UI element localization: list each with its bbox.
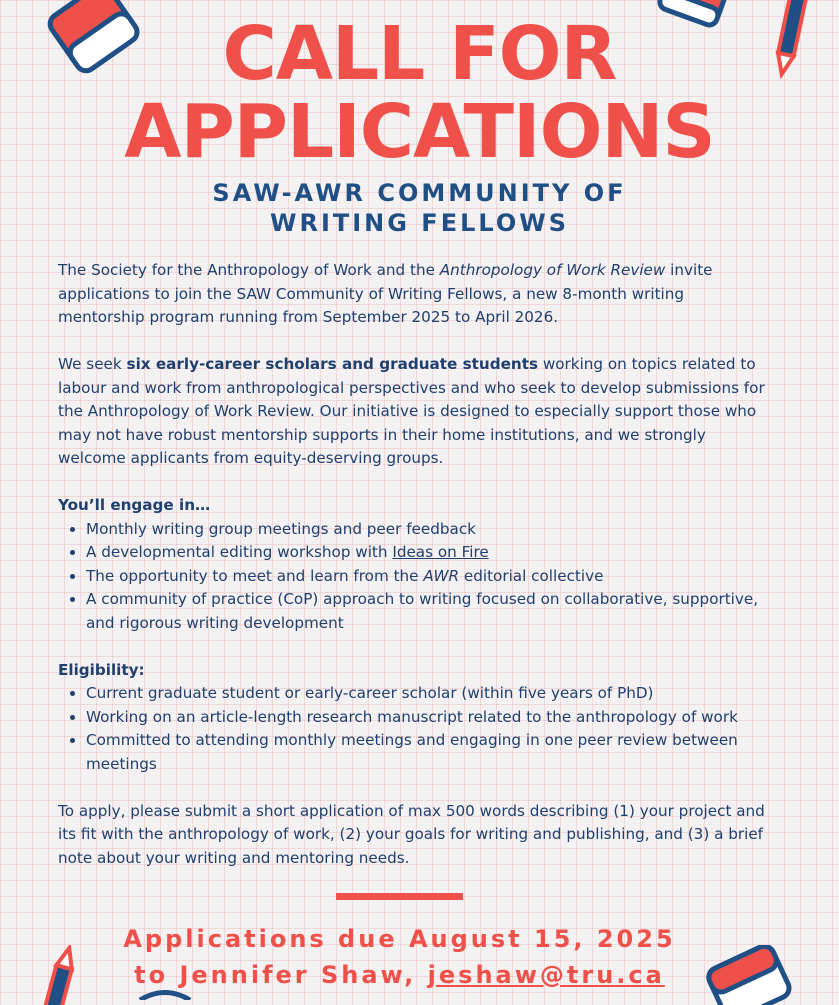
- title-line-2: APPLICATIONS: [124, 89, 715, 175]
- intro-text-1: The Society for the Anthropology of Work and the: [58, 261, 440, 279]
- ideas-on-fire-link[interactable]: Ideas on Fire: [392, 543, 489, 561]
- spacer: [58, 635, 770, 659]
- engage-item: [86, 565, 770, 589]
- seek-bold: six early-career scholars and graduate students: [126, 355, 538, 373]
- deadline-contact-text: to Jennifer Shaw,: [134, 961, 428, 989]
- engage-item-text: A developmental editing workshop with: [86, 543, 393, 561]
- subtitle-line-1: SAW-AWR COMMUNITY OF: [212, 179, 627, 207]
- subtitle-line-2: WRITING FELLOWS: [269, 209, 569, 237]
- deadline-line-2: [0, 958, 799, 993]
- engage-item-text: editorial collective: [459, 566, 604, 585]
- engage-item-text: Monthly writing group meetings and peer feedback: [86, 519, 476, 538]
- eligibility-list: [58, 682, 770, 776]
- awr-emphasis: AWR: [423, 566, 460, 585]
- engage-heading: You’ll engage in…: [58, 496, 211, 514]
- seek-text-2: working on topics related to labour and work from anthropological perspectives and who seek to develop submissions for the Anthropology of Work Review. Our initiative is designed to especially support those who may not have robust mentorship supports in their home institutions, and we strongly welcome applicants from equity-deserving groups.: [58, 355, 765, 467]
- spacer: [58, 471, 770, 495]
- engage-list: [58, 518, 770, 636]
- apply-paragraph: To apply, please submit a short application of max 500 words describing (1) your project and its fit with the anthropology of work, (2) your goals for writing and publishing, and (3) a brief note about your writing and mentoring needs.: [58, 801, 765, 867]
- eligibility-item: • Current graduate student or early-career scholar (within five years of PhD): [86, 682, 770, 706]
- title-line-1: CALL FOR: [222, 11, 617, 97]
- eligibility-heading: Eligibility:: [58, 660, 145, 679]
- spacer: [58, 776, 770, 800]
- eligibility-item: • Working on an article-length research manuscript related to the anthropology of work: [86, 706, 770, 730]
- seek-paragraph: [58, 353, 770, 471]
- eligibility-item: • Committed to attending monthly meetings and engaging in one peer review between meetings: [86, 729, 770, 776]
- engage-item: [86, 588, 770, 635]
- intro-text-2: invite applications to join the SAW Community of Writing Fellows, a new 8-month writing mentorship program running from September 2025 to April 2026.: [58, 261, 713, 326]
- journal-name: Anthropology of Work Review: [439, 261, 666, 279]
- body-content: [58, 259, 770, 870]
- engage-item-text: The opportunity to meet and learn from the: [86, 566, 424, 585]
- engage-item: [86, 541, 770, 565]
- divider: [336, 893, 463, 900]
- engage-item: [86, 518, 770, 542]
- spacer: [58, 330, 770, 354]
- engage-item-text: A community of practice (CoP) approach to writing focused on collaborative, supportive, and rigorous writing development: [86, 590, 759, 632]
- email-link[interactable]: jeshaw@tru.ca: [427, 961, 665, 989]
- seek-text-1: We seek: [58, 355, 127, 373]
- deadline-line-1: Applications due August 15, 2025: [123, 925, 676, 953]
- intro-paragraph: [58, 259, 770, 330]
